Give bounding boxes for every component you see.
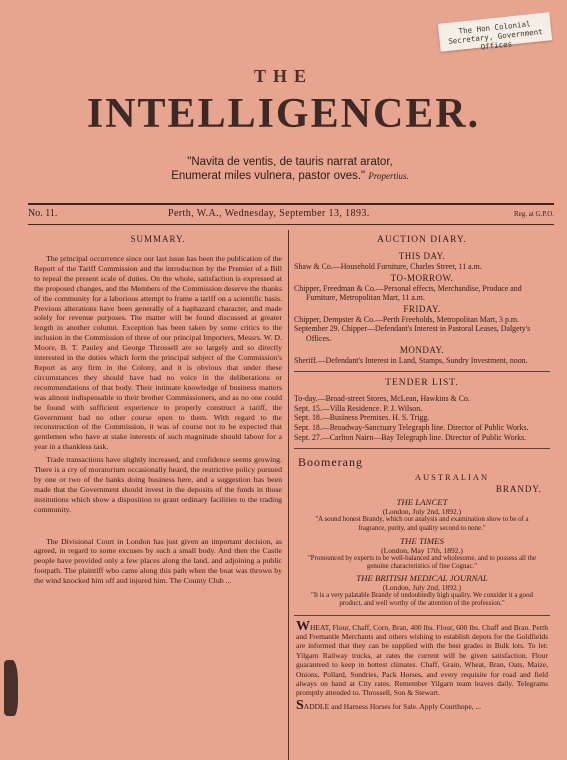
address-label-text: The Hon Colonial Secretary, Government Offices: [447, 19, 544, 52]
summary-paragraph: The principal occurrence since our last issue has been the publication of the Report of the Tariff Commission and the introduction by the Premier of a Bill to repeal the present scale of duties. On the whole, satisfaction is expressed at the proposed changes, and the Members of the Commission deserve the thanks of the community for a laborious attempt to frame a tariff on a scientific basis. Previous alterations have been generally of a haphazard character, and made solely for revenue purposes. The matter will be found discussed at greater length in another column. Exception has been taken by some critics to the inclusion in the Commission of three of our principal Importers, Messrs. W. D. Moore, B. T. Pauley and George Throssell are so largely and so directly interested in the duties which form the principal subject of the Commission's Report as any firm in the Colony, and it is obvious that under these circumstances they should have had no voice in the deliberations or recommendations of that body. Their intimate knowledge of business matters was almost indispensable to their brother Commissioners, and as no one could be found with sufficient experience to properly construct a tariff, the Government had no other course open to them. With regard to the reconstruction of the Commission, it was of course not to be expected that gentlemen who have at stake interests of such magnitude should labour for a year in a thankless task.: [34, 254, 282, 452]
issue-number: No. 11.: [28, 208, 58, 219]
review-date: (London, July 2nd, 1892.): [382, 507, 462, 517]
page-stain: [4, 660, 18, 716]
saddle-advertisement: [296, 697, 548, 713]
review-quote: "Pronounced by experts to be well-balanced and wholesome, and to possess all the genuine characteristics of fine Cognac.": [307, 554, 537, 571]
auction-entry: Chipper, Dempster & Co.—Perth Freeholds, Metropolitan Mart, 3 p.m.: [294, 314, 519, 324]
section-separator: [294, 371, 550, 372]
review-quote: "A sound honest Brandy, which our analysis and examination show to be of a fragrance, purity, and quality second to none.": [315, 516, 529, 532]
review-quote: "It is a very palatable Brandy of undoubtedly high quality. We consider it a good product, and well worthy of the attention of the profession.": [311, 591, 533, 608]
boomerang-brand: Boomerang: [298, 455, 363, 470]
registration-note: Reg. at G.P.O.: [513, 210, 554, 218]
tender-entry: Sept. 15.—Villa Residence. P. J. Wilson.: [294, 403, 423, 413]
drop-cap: W: [296, 618, 310, 634]
issue-place-date: Perth, W.A., Wednesday, September 13, 1893.: [168, 208, 370, 219]
summary-heading: SUMMARY.: [130, 234, 186, 244]
review-paper: THE LANCET: [396, 497, 448, 508]
ad-text: ADDLE and Harness Horses for Sale. Apply Courthope, ...: [303, 701, 482, 711]
tender-heading: TENDER LIST.: [385, 378, 459, 389]
drop-cap: S: [296, 697, 304, 713]
tender-entry: Sept. 18.—Business Premises. H. S. Trigg.: [294, 413, 430, 423]
motto-line-1: "Navita de ventis, de tauris narrat arator,: [187, 156, 393, 168]
summary-column: [28, 230, 288, 586]
section-separator: [294, 448, 550, 449]
auction-day: MONDAY.: [399, 344, 445, 355]
tender-entry: Sept. 27.—Carlton Nairn—Bay Telegraph line. Director of Public Works.: [294, 432, 527, 442]
review-paper: THE BRITISH MEDICAL JOURNAL: [356, 572, 488, 583]
address-label: [438, 12, 552, 52]
column-divider: [288, 230, 289, 760]
ad-text: HEAT, Flour, Chaff, Corn, Bran, 400 lbs. Flour, 600 lbs. Chaff and Bran. Perth and Fremantle Merchants and others wishing to establish depots for the Goldfields are informed that they can be supplied with the best grades in Bulk lots. To let: Yilgarn Railway trucks, at rates the current will be given satisfaction. Flour guaranteed to keep in hottest climates. Chaff, Grain, Wheat, Bran, Oats, Maize, Onions, Pollard, Sundries, Pack Horses, and every requisite for road and field always on hand at City rates. Remember Yilgarn team leaves daily. Telegrams promptly attended to. Throssell, Son & Stewart.: [296, 622, 548, 698]
auction-entry: Chipper, Freedman & Co.—Personal effects, Merchandise, Produce and Furniture, Metropolitan Mart, 11 a.m.: [294, 283, 522, 303]
motto-line-2: Enumerat miles vulnera, pastor oves." Propertius.: [171, 170, 409, 182]
auction-day: THIS DAY.: [398, 251, 446, 261]
masthead-top-rule: [28, 203, 554, 205]
boomerang-brandy: BRANDY.: [495, 484, 542, 495]
auction-day: FRIDAY.: [403, 303, 441, 314]
boomerang-australian: AUSTRALIAN: [414, 472, 490, 483]
masthead-motto: [110, 155, 470, 183]
tender-entry: Sept. 18.—Broadway-Sanctuary Telegraph line. Director of Public Works.: [294, 422, 529, 432]
auction-heading: AUCTION DIARY.: [377, 235, 467, 245]
auction-entry: Shaw & Co.—Household Furniture, Charles Street, 11 a.m.: [294, 262, 482, 271]
masthead-title: INTELLIGENCER.: [86, 91, 481, 137]
auction-entry: Sheriff.—Defendant's Interest in Land, Stamps, Sundry Investment, noon.: [294, 355, 528, 365]
notices-column: [290, 230, 554, 711]
masthead-bottom-rule: [28, 224, 554, 225]
summary-paragraph: The Divisional Court in London has just given an important decision, as agreed, in regard to some excuses by such a small body. And then the Castle people have provided only a few places along the land, and adjoining a public footpath. The plaintiff who came along this path when the boat was thrown by the wind knocked him off and injured him. The County Club ...: [34, 536, 282, 586]
column-gap: [28, 515, 288, 537]
review-paper: THE TIMES: [400, 535, 444, 546]
motto-attribution: Propertius.: [368, 171, 409, 181]
auction-day: TO-MORROW.: [390, 272, 454, 283]
review-date: (London, July 2nd, 1892.): [382, 582, 462, 592]
tender-entry: To-day.—Broad-street Stores, McLean, Hawkins & Co.: [294, 394, 470, 404]
auction-entry: September 29. Chipper—Defendant's Interest in Pastoral Leases, Dalgety's Offices.: [294, 324, 531, 343]
wheat-advertisement: [296, 618, 548, 698]
summary-paragraph: Trade transactions have slightly increased, and confidence seems growing. There is a cry of moratorium occasionally heard, the restrictive policy pursued by one or two of the banks doing business here, and a suggestion has been made that the Government should invest in the deposits of the funds in those institutions which show a disposition to grant ordinary facilities to the trading community.: [34, 455, 282, 514]
review-date: (London, May 17th, 1892.): [381, 545, 463, 555]
masthead-the: THE: [253, 66, 313, 86]
section-separator: [294, 615, 550, 616]
